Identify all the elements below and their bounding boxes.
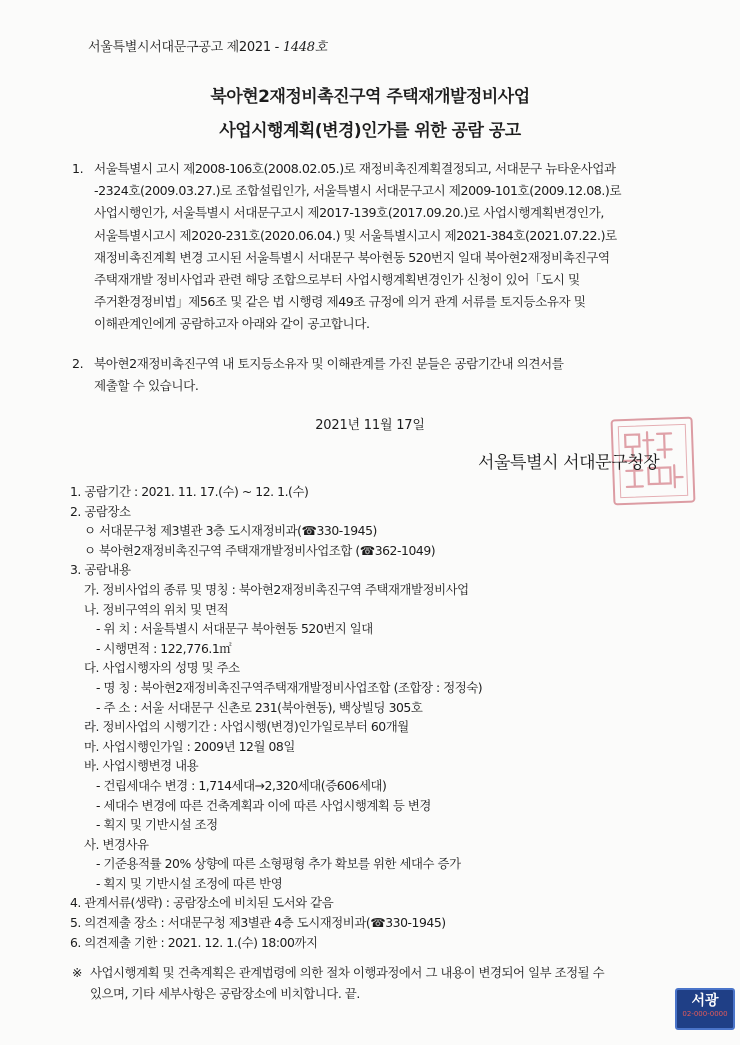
detail-item: 1. 공람기간 : 2021. 11. 17.(수) ~ 12. 1.(수) [70,484,309,499]
notice-details-list [70,482,710,952]
detail-item: 사. 변경사유 [84,836,149,852]
detail-item: - 획지 및 기반시설 조정에 따른 반영 [96,875,283,891]
detail-item: 바. 사업시행변경 내용 [84,758,199,774]
detail-item: 4. 관계서류(생략) : 공람장소에 비치된 도서와 같음 [70,895,334,911]
detail-item: 가. 정비사업의 종류 및 명칭 : 북아현2재정비촉진구역 주택재개발정비사업 [84,581,469,597]
intro-paragraph-1 [72,158,692,336]
detail-item: - 건립세대수 변경 : 1,714세대→2,320세대(증606세대) [96,777,387,793]
paragraph-number: 1. [72,161,84,176]
detail-item: 마. 사업시행인가일 : 2009년 12월 08일 [84,738,295,754]
corner-stamp-logo [675,988,735,1030]
notice-number-printed: 서울특별시서대문구공고 제2021 - [88,40,280,55]
notice-number [88,36,327,55]
title-line-1: 북아현2재정비촉진구역 주택재개발정비사업 [210,87,530,107]
notice-number-handwritten: 1448호 [282,40,328,55]
detail-item: 5. 의견제출 장소 : 서대문구청 제3별관 4층 도시재정비과(☎330-1945) [70,915,446,931]
detail-item: 2. 공람장소 [70,503,131,519]
detail-item: ㅇ 북아현2재정비촉진구역 주택재개발정비사업조합 (☎362-1049) [84,542,436,558]
detail-item: - 시행면적 : 122,776.1㎡ [96,640,232,656]
footnote [72,963,702,1004]
detail-item: - 명 칭 : 북아현2재정비촉진구역주택재개발정비사업조합 (조합장 : 정정숙) [96,679,483,695]
detail-item: 나. 정비구역의 위치 및 면적 [84,601,229,617]
detail-item: 라. 정비사업의 시행기간 : 사업시행(변경)인가일로부터 60개월 [84,719,409,735]
issuer-name: 서울특별시 서대문구청장 [478,453,660,473]
detail-item: - 기준용적률 20% 상향에 따른 소형평형 추가 확보를 위한 세대수 증가 [96,856,461,872]
detail-item: 6. 의견제출 기한 : 2021. 12. 1.(수) 18:00까지 [70,934,318,950]
detail-item: 다. 사업시행자의 성명 및 주소 [84,660,240,676]
detail-item: - 획지 및 기반시설 조정 [96,817,218,833]
notice-date: 2021년 11월 17일 [315,418,425,433]
corner-stamp-subtitle: 02-000-0000 [682,1010,728,1018]
detail-item: 3. 공람내용 [70,562,131,578]
paragraph-number: 2. [72,356,84,371]
footnote-text: 사업시행계획 및 건축계획은 관계법령에 의한 절차 이행과정에서 그 내용이 변경되어 일부 조정될 수 있으며, 기타 세부사항은 공람장소에 비치합니다. 끝. [90,965,605,1001]
reference-mark-icon: ※ [72,965,82,980]
paragraph-text: 서울특별시 고시 제2008-106호(2008.02.05.)로 재정비촉진계획결정되고, 서대문구 뉴타운사업과 -2324호(2009.03.27.)로 조합설립인가, 서울특별시 서대문구고시 제2009-101호(2009.12.08.)로 사업시행인가, 서울특별시 서대문구고시 제2017-139호(2017.09.20.)로 사업시행계획변경인가, 서울특별시고시 제2020-231호(2020.06.04.) 및 서울특별시고시 제2021-384호(2021.07.22.)로 재정비촉진계획 변경 고시된 서울특별시 서대문구 북아현동 520번지 일대 북아현2재정비촉진구역 주택재개발 정비사업과 관련 해당 조합으로부터 사업시행계획변경인가 신청이 있어「도시 및 주거환경정비법」제56조 및 같은 법 시행령 제49조 규정에 의거 관계 서류를 토지등소유자 및 이해관계인에게 공람하고자 아래와 같이 공고합니다. [94,161,622,332]
detail-item: ㅇ 서대문구청 제3별관 3층 도시재정비과(☎330-1945) [84,523,377,539]
title-line-2: 사업시행계획(변경)인가를 위한 공람 공고 [219,121,521,141]
detail-item: - 위 치 : 서울특별시 서대문구 북아현동 520번지 일대 [96,621,373,637]
paragraph-text: 북아현2재정비촉진구역 내 토지등소유자 및 이해관계를 가진 분들은 공람기간내 의견서를 제출할 수 있습니다. [94,356,564,394]
detail-item: - 세대수 변경에 따른 건축계획과 이에 따른 사업시행계획 등 변경 [96,797,431,813]
corner-stamp-title: 서광 [691,993,719,1009]
detail-item: - 주 소 : 서울 서대문구 신촌로 231(북아현동), 백상빌딩 305호 [96,699,423,715]
intro-paragraph-2 [72,353,692,397]
